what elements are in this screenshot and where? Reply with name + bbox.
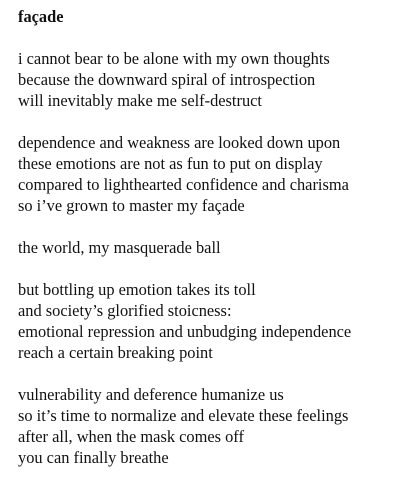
poem-line: will inevitably make me self-destruct: [18, 91, 262, 110]
poem-line: these emotions are not as fun to put on display: [18, 154, 323, 173]
poem-line: and society’s glorified stoicness:: [18, 301, 232, 320]
poem-line: i cannot bear to be alone with my own thoughts: [18, 49, 330, 68]
poem-line: but bottling up emotion takes its toll: [18, 280, 256, 299]
stanza-2: [18, 132, 398, 216]
poem-line: after all, when the mask comes off: [18, 427, 244, 446]
poem-line: vulnerability and deference humanize us: [18, 385, 284, 404]
poem-page: [18, 6, 398, 489]
poem-line: so i’ve grown to master my façade: [18, 196, 245, 215]
poem-title: façade: [18, 7, 64, 26]
poem-line: dependence and weakness are looked down upon: [18, 133, 341, 152]
poem-line: reach a certain breaking point: [18, 343, 213, 362]
poem-line: the world, my masquerade ball: [18, 238, 221, 257]
poem-line: compared to lighthearted confidence and charisma: [18, 175, 349, 194]
poem-line: emotional repression and unbudging independence: [18, 322, 352, 341]
stanza-5: [18, 384, 398, 468]
poem-line: because the downward spiral of introspection: [18, 70, 316, 89]
stanza-1: [18, 48, 398, 111]
poem-line: you can finally breathe: [18, 448, 169, 467]
stanza-3: [18, 237, 398, 258]
poem-line: so it’s time to normalize and elevate these feelings: [18, 406, 349, 425]
stanza-4: [18, 279, 398, 363]
